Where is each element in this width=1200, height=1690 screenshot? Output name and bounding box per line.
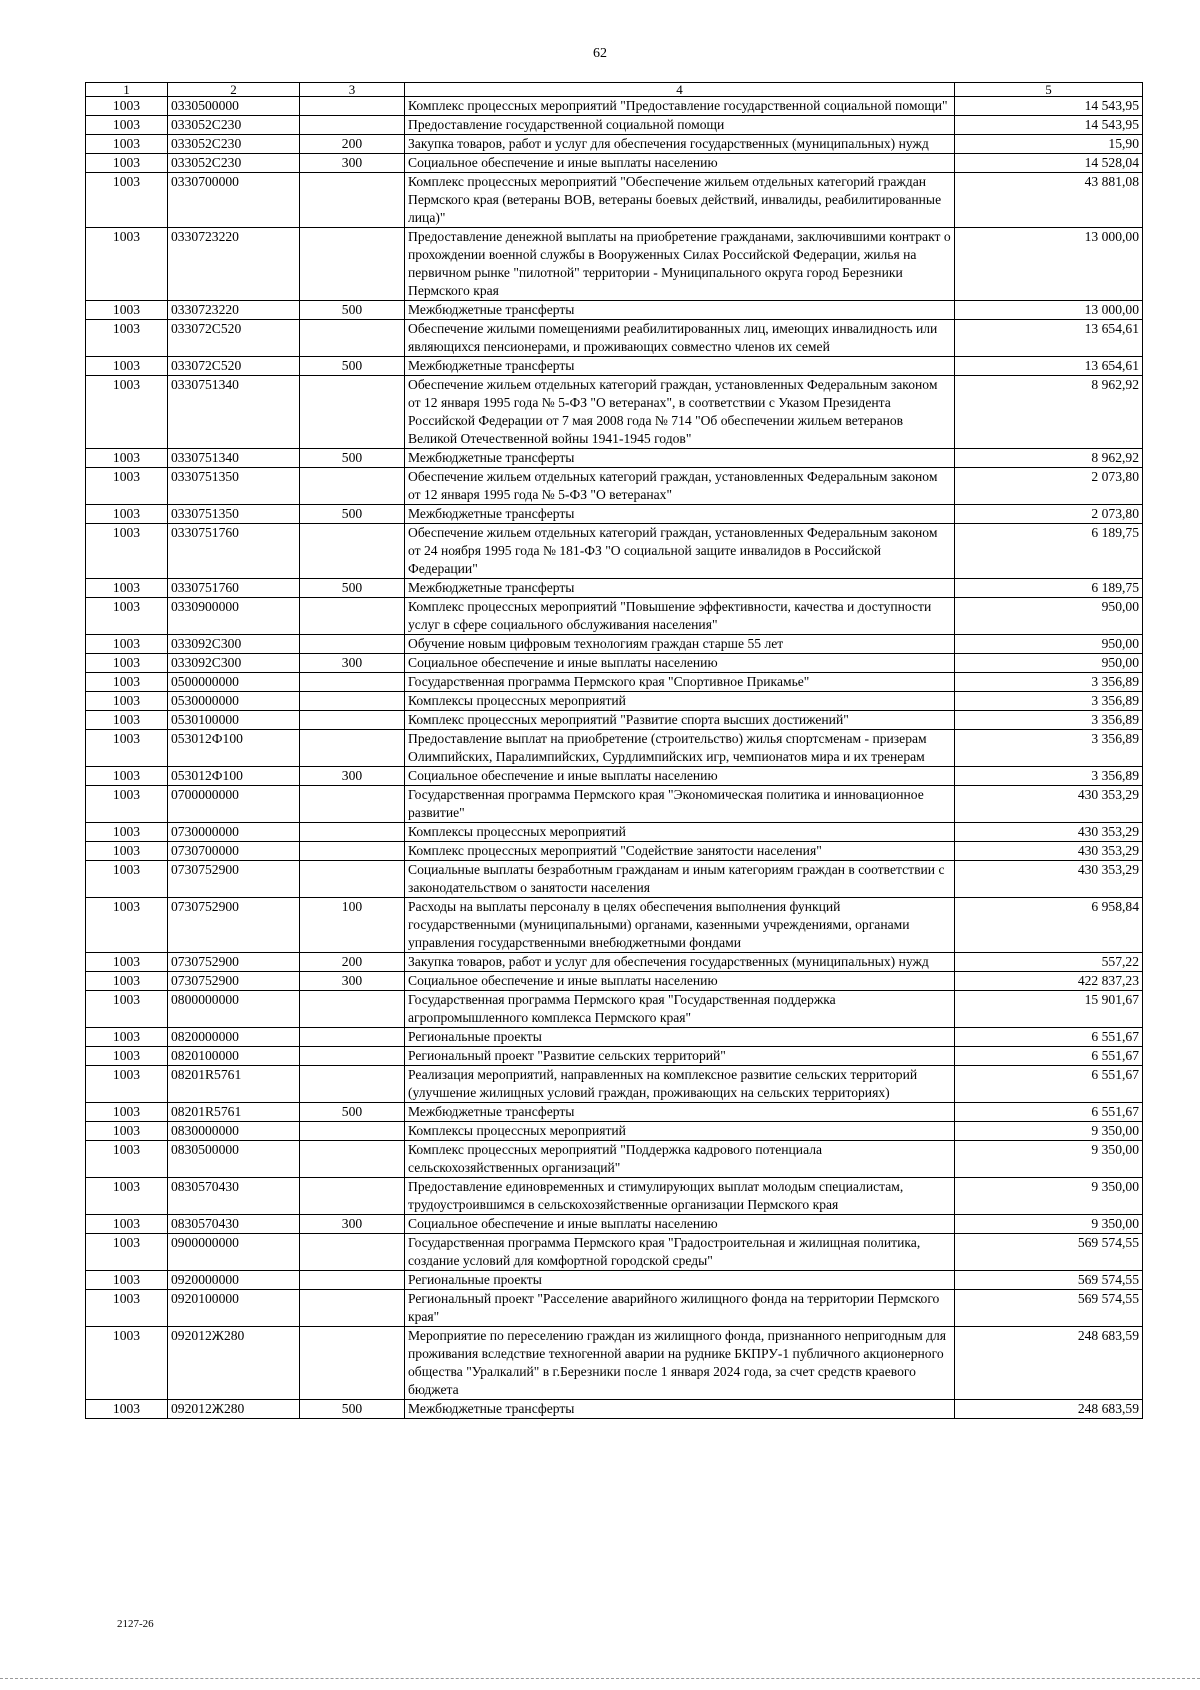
expense-type-code-cell xyxy=(300,320,405,357)
table-row xyxy=(86,972,1143,991)
amount-cell: 2 073,80 xyxy=(955,468,1143,505)
expense-type-code-cell: 200 xyxy=(300,135,405,154)
amount-cell: 2 073,80 xyxy=(955,505,1143,524)
expense-type-code-cell: 300 xyxy=(300,767,405,786)
section-code-cell: 1003 xyxy=(86,767,168,786)
amount-cell: 3 356,89 xyxy=(955,692,1143,711)
section-code-cell: 1003 xyxy=(86,97,168,116)
item-name-cell: Межбюджетные трансферты xyxy=(405,505,955,524)
section-code-cell: 1003 xyxy=(86,1178,168,1215)
target-article-code-cell: 0530100000 xyxy=(168,711,300,730)
section-code-cell: 1003 xyxy=(86,861,168,898)
target-article-code-cell: 0920000000 xyxy=(168,1271,300,1290)
item-name-cell: Межбюджетные трансферты xyxy=(405,449,955,468)
amount-cell: 14 543,95 xyxy=(955,116,1143,135)
target-article-code-cell: 0800000000 xyxy=(168,991,300,1028)
target-article-code-cell: 0730752900 xyxy=(168,972,300,991)
table-row xyxy=(86,598,1143,635)
item-name-cell: Межбюджетные трансферты xyxy=(405,1103,955,1122)
header-col-4: 4 xyxy=(405,83,955,97)
target-article-code-cell: 0830570430 xyxy=(168,1215,300,1234)
section-code-cell: 1003 xyxy=(86,524,168,579)
item-name-cell: Социальное обеспечение и иные выплаты населению xyxy=(405,154,955,173)
section-code-cell: 1003 xyxy=(86,116,168,135)
section-code-cell: 1003 xyxy=(86,1271,168,1290)
amount-cell: 569 574,55 xyxy=(955,1234,1143,1271)
expense-type-code-cell: 500 xyxy=(300,579,405,598)
amount-cell: 430 353,29 xyxy=(955,861,1143,898)
target-article-code-cell: 08201R5761 xyxy=(168,1066,300,1103)
expense-type-code-cell xyxy=(300,692,405,711)
expense-type-code-cell xyxy=(300,730,405,767)
amount-cell: 3 356,89 xyxy=(955,767,1143,786)
section-code-cell: 1003 xyxy=(86,301,168,320)
item-name-cell: Закупка товаров, работ и услуг для обеспечения государственных (муниципальных) нужд xyxy=(405,135,955,154)
amount-cell: 6 551,67 xyxy=(955,1066,1143,1103)
amount-cell: 8 962,92 xyxy=(955,376,1143,449)
section-code-cell: 1003 xyxy=(86,842,168,861)
expense-type-code-cell: 500 xyxy=(300,505,405,524)
expense-type-code-cell xyxy=(300,711,405,730)
header-col-3: 3 xyxy=(300,83,405,97)
amount-cell: 8 962,92 xyxy=(955,449,1143,468)
target-article-code-cell: 0830500000 xyxy=(168,1141,300,1178)
amount-cell: 3 356,89 xyxy=(955,711,1143,730)
expense-type-code-cell xyxy=(300,1141,405,1178)
section-code-cell: 1003 xyxy=(86,135,168,154)
amount-cell: 422 837,23 xyxy=(955,972,1143,991)
table-row xyxy=(86,468,1143,505)
item-name-cell: Межбюджетные трансферты xyxy=(405,301,955,320)
item-name-cell: Социальное обеспечение и иные выплаты населению xyxy=(405,767,955,786)
target-article-code-cell: 0500000000 xyxy=(168,673,300,692)
expense-type-code-cell: 500 xyxy=(300,449,405,468)
target-article-code-cell: 033052С230 xyxy=(168,116,300,135)
bottom-rule xyxy=(0,1678,1200,1679)
section-code-cell: 1003 xyxy=(86,1141,168,1178)
section-code-cell: 1003 xyxy=(86,1066,168,1103)
table-row xyxy=(86,505,1143,524)
target-article-code-cell: 0330751760 xyxy=(168,524,300,579)
expense-type-code-cell xyxy=(300,1028,405,1047)
item-name-cell: Региональные проекты xyxy=(405,1028,955,1047)
target-article-code-cell: 092012Ж280 xyxy=(168,1400,300,1419)
table-row xyxy=(86,730,1143,767)
table-row xyxy=(86,991,1143,1028)
table-row xyxy=(86,1066,1143,1103)
table-body xyxy=(86,97,1143,1419)
section-code-cell: 1003 xyxy=(86,154,168,173)
item-name-cell: Социальные выплаты безработным гражданам и иным категориям граждан в соответствии с законодательством о занятости населения xyxy=(405,861,955,898)
expense-type-code-cell xyxy=(300,468,405,505)
item-name-cell: Межбюджетные трансферты xyxy=(405,357,955,376)
target-article-code-cell: 033052С230 xyxy=(168,135,300,154)
amount-cell: 569 574,55 xyxy=(955,1290,1143,1327)
section-code-cell: 1003 xyxy=(86,320,168,357)
amount-cell: 6 189,75 xyxy=(955,524,1143,579)
section-code-cell: 1003 xyxy=(86,173,168,228)
target-article-code-cell: 0330723220 xyxy=(168,228,300,301)
expense-type-code-cell xyxy=(300,786,405,823)
section-code-cell: 1003 xyxy=(86,823,168,842)
table-row xyxy=(86,953,1143,972)
section-code-cell: 1003 xyxy=(86,730,168,767)
amount-cell: 14 543,95 xyxy=(955,97,1143,116)
section-code-cell: 1003 xyxy=(86,449,168,468)
amount-cell: 950,00 xyxy=(955,635,1143,654)
table-row xyxy=(86,823,1143,842)
amount-cell: 430 353,29 xyxy=(955,823,1143,842)
target-article-code-cell: 0330900000 xyxy=(168,598,300,635)
target-article-code-cell: 0830570430 xyxy=(168,1178,300,1215)
target-article-code-cell: 0330500000 xyxy=(168,97,300,116)
item-name-cell: Обеспечение жильем отдельных категорий граждан, установленных Федеральным законом от 24 ноября 1995 года № 181-ФЗ "О социальной защите инвалидов в Российской Федерации" xyxy=(405,524,955,579)
amount-cell: 950,00 xyxy=(955,654,1143,673)
section-code-cell: 1003 xyxy=(86,673,168,692)
amount-cell: 9 350,00 xyxy=(955,1141,1143,1178)
amount-cell: 9 350,00 xyxy=(955,1178,1143,1215)
amount-cell: 9 350,00 xyxy=(955,1215,1143,1234)
expense-type-code-cell xyxy=(300,97,405,116)
header-col-1: 1 xyxy=(86,83,168,97)
amount-cell: 3 356,89 xyxy=(955,673,1143,692)
expense-type-code-cell xyxy=(300,1122,405,1141)
expense-type-code-cell: 300 xyxy=(300,1215,405,1234)
item-name-cell: Предоставление государственной социальной помощи xyxy=(405,116,955,135)
target-article-code-cell: 0330751340 xyxy=(168,449,300,468)
target-article-code-cell: 0820000000 xyxy=(168,1028,300,1047)
item-name-cell: Реализация мероприятий, направленных на комплексное развитие сельских территорий (улучшение жилищных условий граждан, проживающих на сельских территориях) xyxy=(405,1066,955,1103)
table-row xyxy=(86,692,1143,711)
expense-type-code-cell: 300 xyxy=(300,154,405,173)
item-name-cell: Государственная программа Пермского края "Государственная поддержка агропромышленного комплекса Пермского края" xyxy=(405,991,955,1028)
section-code-cell: 1003 xyxy=(86,898,168,953)
expense-type-code-cell xyxy=(300,598,405,635)
table-row xyxy=(86,1122,1143,1141)
target-article-code-cell: 0330751350 xyxy=(168,468,300,505)
item-name-cell: Межбюджетные трансферты xyxy=(405,579,955,598)
section-code-cell: 1003 xyxy=(86,1290,168,1327)
table-row xyxy=(86,1178,1143,1215)
table-row xyxy=(86,711,1143,730)
item-name-cell: Комплекс процессных мероприятий "Обеспечение жильем отдельных категорий граждан Пермского края (ветераны ВОВ, ветераны боевых действий, инвалиды, реабилитированные лица)" xyxy=(405,173,955,228)
target-article-code-cell: 033092С300 xyxy=(168,654,300,673)
item-name-cell: Обеспечение жилыми помещениями реабилитированных лиц, имеющих инвалидность или являющихся пенсионерами, и проживающих совместно членов их семей xyxy=(405,320,955,357)
item-name-cell: Комплекс процессных мероприятий "Развитие спорта высших достижений" xyxy=(405,711,955,730)
amount-cell: 15 901,67 xyxy=(955,991,1143,1028)
amount-cell: 6 551,67 xyxy=(955,1028,1143,1047)
section-code-cell: 1003 xyxy=(86,692,168,711)
item-name-cell: Комплекс процессных мероприятий "Повышение эффективности, качества и доступности услуг в сфере социального обслуживания населения" xyxy=(405,598,955,635)
section-code-cell: 1003 xyxy=(86,1327,168,1400)
expense-type-code-cell xyxy=(300,861,405,898)
expense-type-code-cell xyxy=(300,635,405,654)
section-code-cell: 1003 xyxy=(86,972,168,991)
item-name-cell: Региональный проект "Расселение аварийного жилищного фонда на территории Пермского края" xyxy=(405,1290,955,1327)
target-article-code-cell: 033072С520 xyxy=(168,320,300,357)
item-name-cell: Государственная программа Пермского края "Градостроительная и жилищная политика, создание условий для комфортной городской среды" xyxy=(405,1234,955,1271)
target-article-code-cell: 0830000000 xyxy=(168,1122,300,1141)
item-name-cell: Комплексы процессных мероприятий xyxy=(405,823,955,842)
section-code-cell: 1003 xyxy=(86,598,168,635)
amount-cell: 13 000,00 xyxy=(955,228,1143,301)
item-name-cell: Комплекс процессных мероприятий "Поддержка кадрового потенциала сельскохозяйственных организаций" xyxy=(405,1141,955,1178)
item-name-cell: Обучение новым цифровым технологиям граждан старше 55 лет xyxy=(405,635,955,654)
section-code-cell: 1003 xyxy=(86,654,168,673)
target-article-code-cell: 033072С520 xyxy=(168,357,300,376)
expense-type-code-cell: 100 xyxy=(300,898,405,953)
expense-type-code-cell: 500 xyxy=(300,1103,405,1122)
target-article-code-cell: 0730752900 xyxy=(168,953,300,972)
target-article-code-cell: 092012Ж280 xyxy=(168,1327,300,1400)
amount-cell: 14 528,04 xyxy=(955,154,1143,173)
section-code-cell: 1003 xyxy=(86,1122,168,1141)
section-code-cell: 1003 xyxy=(86,953,168,972)
item-name-cell: Социальное обеспечение и иные выплаты населению xyxy=(405,972,955,991)
item-name-cell: Закупка товаров, работ и услуг для обеспечения государственных (муниципальных) нужд xyxy=(405,953,955,972)
item-name-cell: Комплекс процессных мероприятий "Предоставление государственной социальной помощи" xyxy=(405,97,955,116)
expense-type-code-cell: 300 xyxy=(300,972,405,991)
table-row xyxy=(86,97,1143,116)
expense-type-code-cell xyxy=(300,1178,405,1215)
expense-type-code-cell xyxy=(300,673,405,692)
amount-cell: 6 551,67 xyxy=(955,1103,1143,1122)
section-code-cell: 1003 xyxy=(86,1047,168,1066)
expense-type-code-cell: 500 xyxy=(300,357,405,376)
table-row xyxy=(86,579,1143,598)
table-header xyxy=(86,83,1143,97)
table-row xyxy=(86,301,1143,320)
item-name-cell: Региональные проекты xyxy=(405,1271,955,1290)
section-code-cell: 1003 xyxy=(86,635,168,654)
table-row xyxy=(86,1327,1143,1400)
amount-cell: 430 353,29 xyxy=(955,786,1143,823)
target-article-code-cell: 0330700000 xyxy=(168,173,300,228)
table-row xyxy=(86,1271,1143,1290)
expense-type-code-cell xyxy=(300,1327,405,1400)
expense-type-code-cell xyxy=(300,173,405,228)
table-row xyxy=(86,861,1143,898)
header-row xyxy=(86,83,1143,97)
amount-cell: 3 356,89 xyxy=(955,730,1143,767)
expense-type-code-cell xyxy=(300,524,405,579)
expense-type-code-cell: 300 xyxy=(300,654,405,673)
page-number: 62 xyxy=(593,46,607,61)
table-row xyxy=(86,524,1143,579)
table-row xyxy=(86,898,1143,953)
section-code-cell: 1003 xyxy=(86,1234,168,1271)
table-row xyxy=(86,1290,1143,1327)
amount-cell: 569 574,55 xyxy=(955,1271,1143,1290)
item-name-cell: Межбюджетные трансферты xyxy=(405,1400,955,1419)
table-row xyxy=(86,767,1143,786)
amount-cell: 6 958,84 xyxy=(955,898,1143,953)
table-row xyxy=(86,173,1143,228)
section-code-cell: 1003 xyxy=(86,711,168,730)
expense-type-code-cell xyxy=(300,1066,405,1103)
amount-cell: 13 654,61 xyxy=(955,357,1143,376)
table-row xyxy=(86,1215,1143,1234)
section-code-cell: 1003 xyxy=(86,1103,168,1122)
table-row xyxy=(86,786,1143,823)
table-row xyxy=(86,635,1143,654)
item-name-cell: Социальное обеспечение и иные выплаты населению xyxy=(405,654,955,673)
table-row xyxy=(86,116,1143,135)
table-row xyxy=(86,1028,1143,1047)
table-row xyxy=(86,1234,1143,1271)
table-row xyxy=(86,228,1143,301)
table-row xyxy=(86,842,1143,861)
section-code-cell: 1003 xyxy=(86,376,168,449)
item-name-cell: Предоставление денежной выплаты на приобретение гражданами, заключившими контракт о прохождении военной службы в Вооруженных Силах Российской Федерации, жилья на первичном рынке "пилотной" территории - Муниципального округа город Березники Пермского края xyxy=(405,228,955,301)
target-article-code-cell: 033092С300 xyxy=(168,635,300,654)
expense-type-code-cell: 200 xyxy=(300,953,405,972)
item-name-cell: Расходы на выплаты персоналу в целях обеспечения выполнения функций государственными (муниципальными) органами, казенными учреждениями, органами управления государственными внебюджетными фондами xyxy=(405,898,955,953)
section-code-cell: 1003 xyxy=(86,786,168,823)
amount-cell: 9 350,00 xyxy=(955,1122,1143,1141)
item-name-cell: Региональный проект "Развитие сельских территорий" xyxy=(405,1047,955,1066)
table-row xyxy=(86,357,1143,376)
target-article-code-cell: 0730000000 xyxy=(168,823,300,842)
target-article-code-cell: 08201R5761 xyxy=(168,1103,300,1122)
expense-type-code-cell: 500 xyxy=(300,1400,405,1419)
expense-type-code-cell xyxy=(300,823,405,842)
amount-cell: 950,00 xyxy=(955,598,1143,635)
expense-type-code-cell: 500 xyxy=(300,301,405,320)
section-code-cell: 1003 xyxy=(86,1028,168,1047)
target-article-code-cell: 0330723220 xyxy=(168,301,300,320)
table-row xyxy=(86,449,1143,468)
target-article-code-cell: 0730752900 xyxy=(168,898,300,953)
item-name-cell: Комплексы процессных мероприятий xyxy=(405,692,955,711)
amount-cell: 6 551,67 xyxy=(955,1047,1143,1066)
item-name-cell: Обеспечение жильем отдельных категорий граждан, установленных Федеральным законом от 12 января 1995 года № 5-ФЗ "О ветеранах" xyxy=(405,468,955,505)
expense-type-code-cell xyxy=(300,1234,405,1271)
budget-table xyxy=(85,82,1143,1419)
item-name-cell: Государственная программа Пермского края "Экономическая политика и инновационное развитие" xyxy=(405,786,955,823)
amount-cell: 15,90 xyxy=(955,135,1143,154)
amount-cell: 6 189,75 xyxy=(955,579,1143,598)
amount-cell: 248 683,59 xyxy=(955,1400,1143,1419)
target-article-code-cell: 0530000000 xyxy=(168,692,300,711)
target-article-code-cell: 053012Ф100 xyxy=(168,730,300,767)
item-name-cell: Мероприятие по переселению граждан из жилищного фонда, признанного непригодным для проживания вследствие техногенной аварии на руднике БКПРУ-1 публичного акционерного общества "Уралкалий" в г.Березники после 1 января 2024 года, за счет средств краевого бюджета xyxy=(405,1327,955,1400)
header-col-5: 5 xyxy=(955,83,1143,97)
table-row xyxy=(86,673,1143,692)
table-row xyxy=(86,1400,1143,1419)
table-row xyxy=(86,1047,1143,1066)
item-name-cell: Предоставление выплат на приобретение (строительство) жилья спортсменам - призерам Олимпийских, Паралимпийских, Сурдлимпийских игр, чемпионатов мира и их тренерам xyxy=(405,730,955,767)
section-code-cell: 1003 xyxy=(86,1400,168,1419)
expense-type-code-cell xyxy=(300,1047,405,1066)
document-code: 2127-26 xyxy=(117,1618,154,1630)
target-article-code-cell: 0730752900 xyxy=(168,861,300,898)
amount-cell: 43 881,08 xyxy=(955,173,1143,228)
amount-cell: 557,22 xyxy=(955,953,1143,972)
expense-type-code-cell xyxy=(300,1290,405,1327)
table-row xyxy=(86,154,1143,173)
item-name-cell: Обеспечение жильем отдельных категорий граждан, установленных Федеральным законом от 12 января 1995 года № 5-ФЗ "О ветеранах", в соответствии с Указом Президента Российской Федерации от 7 мая 2008 года № 714 "Об обеспечении жильем ветеранов Великой Отечественной войны 1941-1945 годов" xyxy=(405,376,955,449)
item-name-cell: Комплекс процессных мероприятий "Содействие занятости населения" xyxy=(405,842,955,861)
target-article-code-cell: 0330751350 xyxy=(168,505,300,524)
section-code-cell: 1003 xyxy=(86,579,168,598)
target-article-code-cell: 0900000000 xyxy=(168,1234,300,1271)
section-code-cell: 1003 xyxy=(86,468,168,505)
table-row xyxy=(86,1103,1143,1122)
expense-type-code-cell xyxy=(300,842,405,861)
amount-cell: 13 654,61 xyxy=(955,320,1143,357)
target-article-code-cell: 0820100000 xyxy=(168,1047,300,1066)
item-name-cell: Комплексы процессных мероприятий xyxy=(405,1122,955,1141)
target-article-code-cell: 033052С230 xyxy=(168,154,300,173)
table-row xyxy=(86,376,1143,449)
target-article-code-cell: 0700000000 xyxy=(168,786,300,823)
target-article-code-cell: 0330751340 xyxy=(168,376,300,449)
amount-cell: 13 000,00 xyxy=(955,301,1143,320)
target-article-code-cell: 0730700000 xyxy=(168,842,300,861)
table-row xyxy=(86,320,1143,357)
target-article-code-cell: 0330751760 xyxy=(168,579,300,598)
section-code-cell: 1003 xyxy=(86,505,168,524)
amount-cell: 430 353,29 xyxy=(955,842,1143,861)
item-name-cell: Социальное обеспечение и иные выплаты населению xyxy=(405,1215,955,1234)
table-row xyxy=(86,135,1143,154)
table-row xyxy=(86,1141,1143,1178)
section-code-cell: 1003 xyxy=(86,1215,168,1234)
amount-cell: 248 683,59 xyxy=(955,1327,1143,1400)
section-code-cell: 1003 xyxy=(86,357,168,376)
header-col-2: 2 xyxy=(168,83,300,97)
expense-type-code-cell xyxy=(300,376,405,449)
target-article-code-cell: 0920100000 xyxy=(168,1290,300,1327)
target-article-code-cell: 053012Ф100 xyxy=(168,767,300,786)
expense-type-code-cell xyxy=(300,228,405,301)
item-name-cell: Государственная программа Пермского края "Спортивное Прикамье" xyxy=(405,673,955,692)
item-name-cell: Предоставление единовременных и стимулирующих выплат молодым специалистам, трудоустроившимся в сельскохозяйственные организации Пермского края xyxy=(405,1178,955,1215)
table-row xyxy=(86,654,1143,673)
expense-type-code-cell xyxy=(300,1271,405,1290)
section-code-cell: 1003 xyxy=(86,228,168,301)
expense-type-code-cell xyxy=(300,991,405,1028)
section-code-cell: 1003 xyxy=(86,991,168,1028)
expense-type-code-cell xyxy=(300,116,405,135)
